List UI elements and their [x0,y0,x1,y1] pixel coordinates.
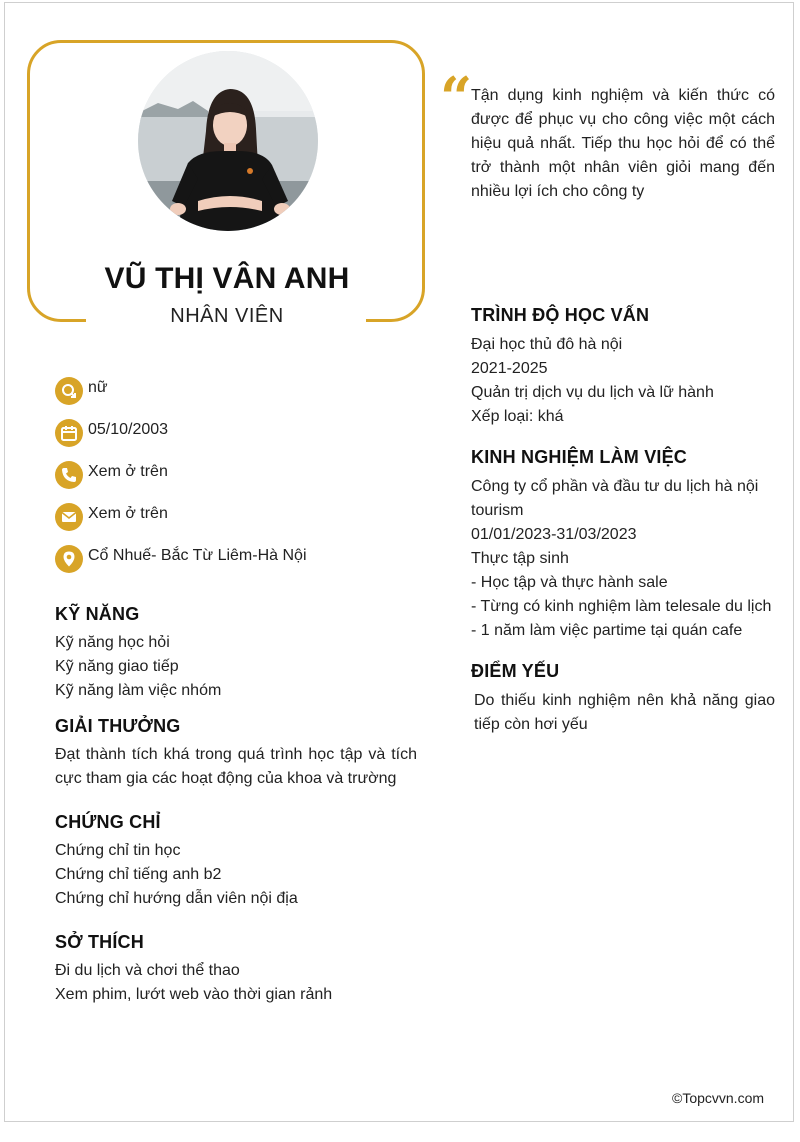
list-item: Xem phim, lướt web vào thời gian rảnh [55,986,333,1003]
list-item: Đi du lịch và chơi thể thao [55,962,240,979]
contact-address [55,545,307,573]
experience-company: Công ty cổ phần và đầu tư du lịch hà nội [471,478,759,495]
list-item: - Học tập và thực hành sale [471,574,668,591]
education-period: 2021-2025 [471,360,548,377]
hobbies-list [55,959,332,1007]
gender-icon [55,377,83,405]
education-heading: TRÌNH ĐỘ HỌC VẤN [471,305,650,325]
contact-email-value: Xem ở trên [88,505,168,522]
list-item: Kỹ năng học hỏi [55,634,170,651]
awards-heading: GIẢI THƯỞNG [55,716,181,736]
list-item: Chứng chỉ hướng dẫn viên nội địa [55,890,298,907]
education-grade: Xếp loại: khá [471,408,564,425]
list-item: Chứng chỉ tiếng anh b2 [55,866,222,883]
contact-phone [55,461,168,489]
list-item: - Từng có kinh nghiệm làm telesale du lịch [471,598,772,615]
hobbies-heading: SỞ THÍCH [55,932,144,952]
list-item: - 1 năm làm việc partime tại quán cafe [471,622,743,639]
skills-heading: KỸ NĂNG [55,604,140,624]
career-objective: Tận dụng kinh nghiệm và kiến thức có được để phục vụ cho công việc một cách hiệu quả nhất. Tiếp thu học hỏi để có thể trở thành một nhân viên giỏi mang đến nhiều lợi ích cho công ty [471,87,775,200]
contact-gender-value: nữ [88,379,108,396]
contact-phone-value: Xem ở trên [88,463,168,480]
mail-icon [55,503,83,531]
awards-text: Đạt thành tích khá trong quá trình học tập và tích cực tham gia các hoạt động của khoa và trường [55,746,417,787]
certificates-heading: CHỨNG CHỈ [55,812,161,832]
list-item: Kỹ năng giao tiếp [55,658,179,675]
certificates-list [55,839,298,911]
experience-heading: KINH NGHIỆM LÀM VIỆC [471,447,688,467]
education-major: Quản trị dịch vụ du lịch và lữ hành [471,384,714,401]
education-details [471,333,714,429]
candidate-name: VŨ THỊ VÂN ANH [104,262,350,295]
experience-company-cont: tourism [471,502,524,519]
contact-address-value: Cổ Nhuế- Bắc Từ Liêm-Hà Nội [88,547,307,564]
list-item: Chứng chỉ tin học [55,842,181,859]
candidate-position: NHÂN VIÊN [170,305,284,327]
contact-birthday [55,419,168,447]
experience-period: 01/01/2023-31/03/2023 [471,526,637,543]
avatar [138,51,318,231]
list-item: Kỹ năng làm việc nhóm [55,682,222,699]
skills-list [55,631,221,703]
experience-details [471,475,771,643]
education-school: Đại học thủ đô hà nội [471,336,623,353]
contact-gender [55,377,108,405]
watermark: ©Topcvvn.com [672,1090,765,1106]
experience-role: Thực tập sinh [471,550,569,567]
location-pin-icon [55,545,83,573]
contact-email [55,503,168,531]
weakness-heading: ĐIỂM YẾU [471,661,560,681]
profile-photo [138,51,318,231]
quote-icon: “ [440,65,473,131]
contact-birthday-value: 05/10/2003 [88,421,169,438]
phone-icon [55,461,83,489]
weakness-text: Do thiếu kinh nghiệm nên khả năng giao tiếp còn hơi yếu [474,692,775,733]
calendar-icon [55,419,83,447]
